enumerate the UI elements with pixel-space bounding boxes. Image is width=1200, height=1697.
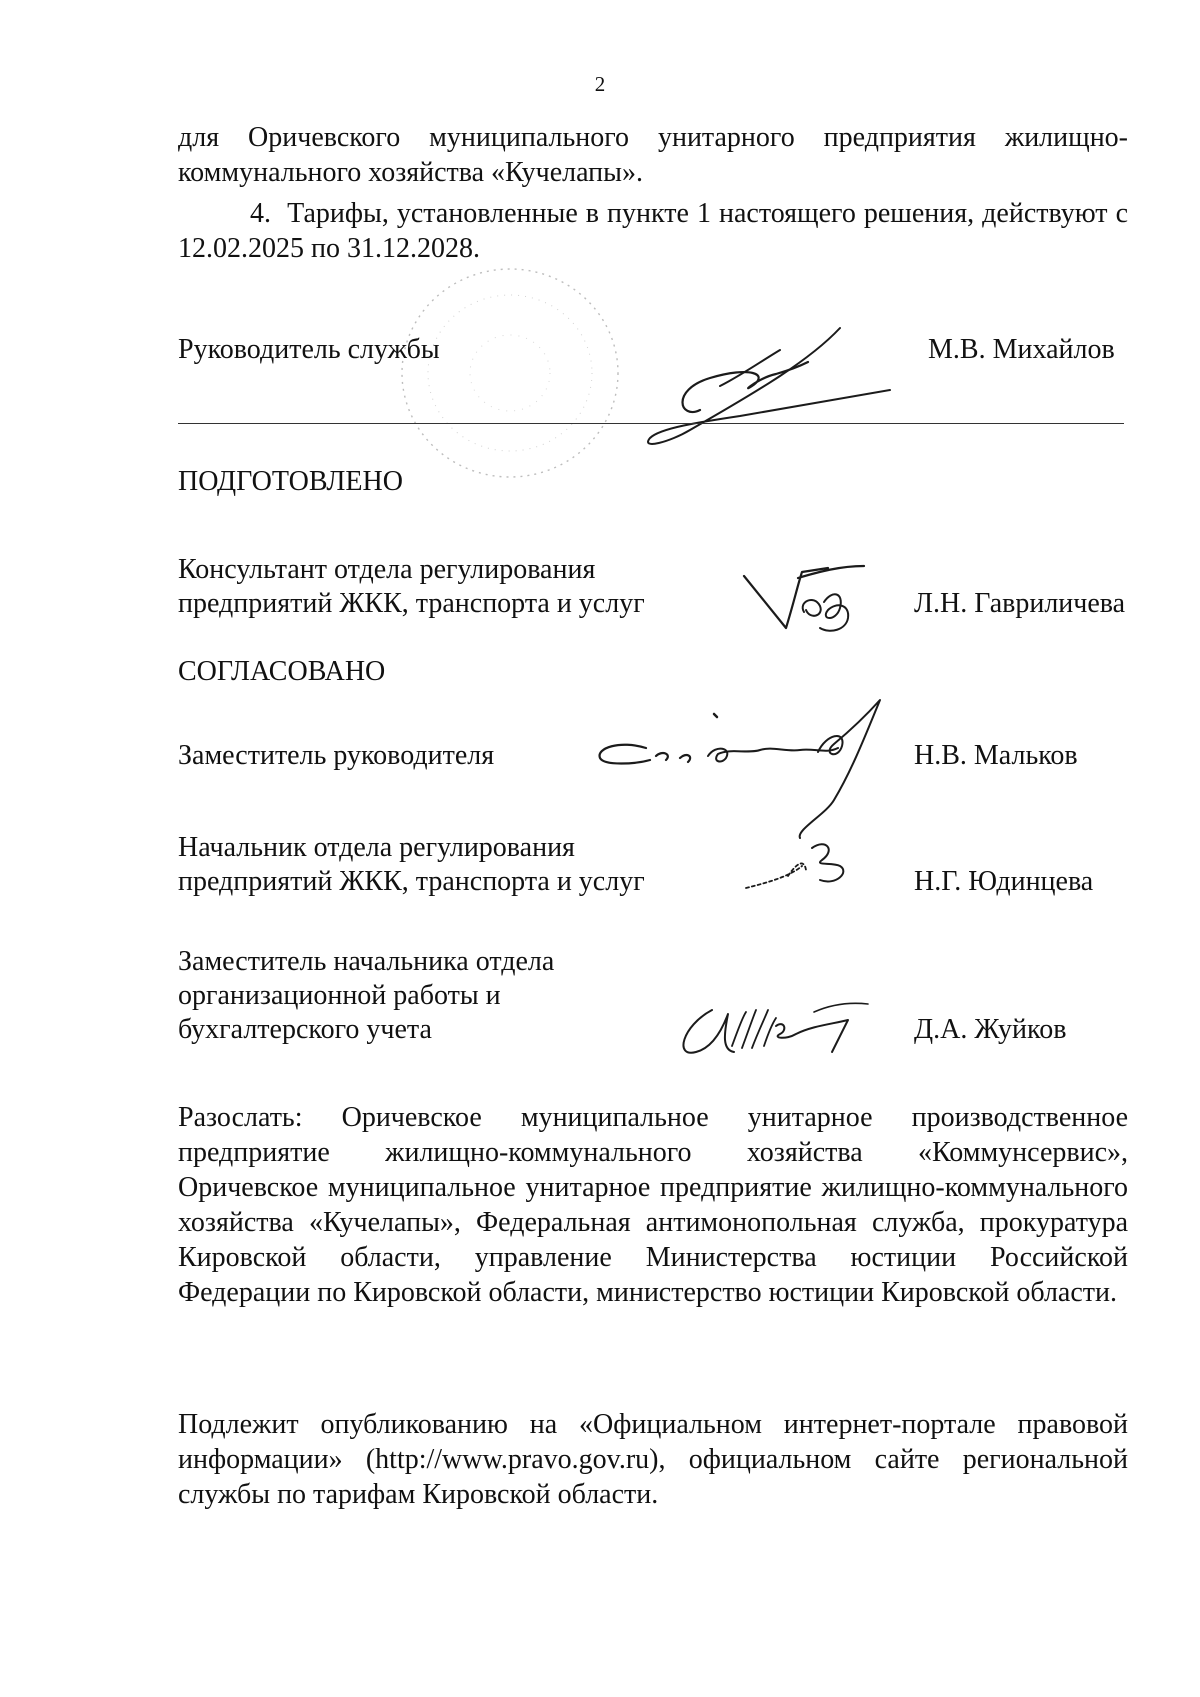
- prepared-title-line-2: предприятий ЖКК, транспорта и услуг: [178, 588, 645, 619]
- signature-divider-line: [178, 423, 1124, 424]
- signature-signer-2-icon: [740, 836, 850, 896]
- signer-1-name: Н.В. Мальков: [914, 740, 1078, 771]
- publication-paragraph: Подлежит опубликованию на «Официальном интернет-портале правовой информации» (http://www.pravo.gov.ru), официальном сайте региональной службы по тарифам Кировской области.: [178, 1409, 1128, 1510]
- signer-3-title-line-3: бухгалтерского учета: [178, 1014, 432, 1045]
- agreed-heading: СОГЛАСОВАНО: [178, 656, 386, 687]
- item-4-paragraph: 4. Тарифы, установленные в пункте 1 настоящего решения, действуют с 12.02.2025 по 31.12.2028.: [178, 198, 1128, 264]
- distribution-paragraph: Разослать: Оричевское муниципальное унитарное производственное предприятие жилищно-коммунального хозяйства «Коммунсервис», Оричевское муниципальное унитарное предприятие жилищно-коммунального хозяйства «Кучелапы», Федеральная антимонопольная служба, прокуратура Кировской области, управление Министерства юстиции Российской Федерации по Кировской области, министерство юстиции Кировской области.: [178, 1102, 1128, 1308]
- signer-2-title-line-1: Начальник отдела регулирования: [178, 832, 575, 863]
- signature-head-icon: [640, 320, 900, 460]
- prepared-title-line-1: Консультант отдела регулирования: [178, 554, 596, 585]
- signature-prepared-icon: [740, 562, 880, 642]
- prepared-name: Л.Н. Гавриличева: [914, 588, 1126, 619]
- signer-3-title-line-2: организационной работы и: [178, 980, 501, 1011]
- seal-stamp-icon: [395, 262, 625, 484]
- head-title: Руководитель службы: [178, 334, 440, 365]
- signature-signer-3-icon: [672, 990, 892, 1070]
- prepared-heading: ПОДГОТОВЛЕНО: [178, 466, 403, 497]
- signer-3-title-line-1: Заместитель начальника отдела: [178, 946, 555, 977]
- signer-2-title-line-2: предприятий ЖКК, транспорта и услуг: [178, 866, 645, 897]
- signature-signer-1-icon: [590, 690, 930, 840]
- signer-3-name: Д.А. Жуйков: [914, 1014, 1067, 1045]
- intro-paragraph: для Оричевского муниципального унитарного предприятия жилищно-коммунального хозяйства «Кучелапы».: [178, 122, 1128, 188]
- signer-1-title: Заместитель руководителя: [178, 740, 495, 771]
- page-number: 2: [594, 72, 606, 96]
- head-name: М.В. Михайлов: [928, 334, 1115, 365]
- signer-2-name: Н.Г. Юдинцева: [914, 866, 1094, 897]
